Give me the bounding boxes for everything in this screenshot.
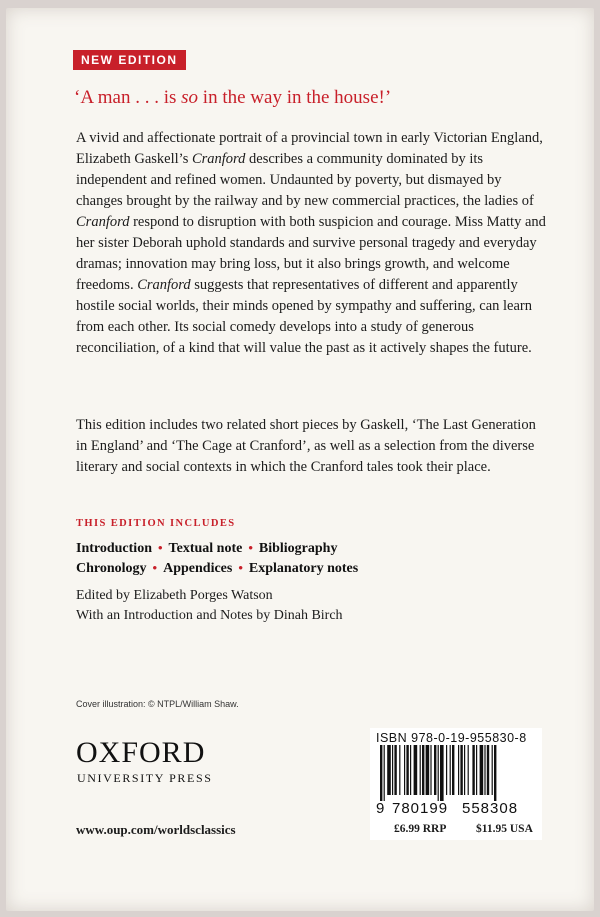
barcode-bar — [387, 745, 391, 795]
barcode-bar — [450, 745, 451, 795]
barcode-bar — [399, 745, 400, 795]
new-edition-badge: NEW EDITION — [73, 50, 186, 70]
barcode-bar — [394, 745, 396, 795]
barcode-bar — [476, 745, 477, 795]
barcode-bar — [484, 745, 485, 795]
tagline-part-1: ‘A man . . . is — [74, 87, 182, 108]
bullet-separator: • — [152, 560, 158, 575]
barcode-bar — [422, 745, 424, 795]
barcode-bar — [487, 745, 489, 795]
description-text: suggests that representatives of different and apparently hostile social worlds, their minds opened by sympathy and suffering, can learn from each other. Its social comedy develops into a study of generous reconciliation, of a kind that will value the past as it actively shapes the future. — [76, 277, 532, 356]
tagline-emphasis: so — [181, 87, 199, 108]
include-item: Textual note — [168, 541, 243, 556]
publisher-logo: OXFORD — [76, 736, 206, 769]
bullet-separator: • — [248, 540, 253, 555]
barcode-bar — [452, 745, 454, 795]
barcode-bar — [480, 745, 484, 795]
book-title-italic: Cranford — [191, 151, 246, 167]
website-url: www.oup.com/worldsclassics — [76, 822, 236, 837]
include-item: Bibliography — [258, 541, 338, 556]
isbn-text: ISBN 978-0-19-955830-8 — [376, 731, 527, 745]
include-item: Appendices — [163, 561, 233, 576]
bullet-separator: • — [238, 560, 243, 575]
book-title-italic: Cranford — [137, 277, 191, 293]
barcode-bar — [458, 745, 459, 795]
editor-credit: Edited by Elizabeth Porges Watson — [76, 588, 273, 603]
price-us: $11.95 USA — [476, 823, 533, 835]
barcode-bar — [406, 745, 408, 795]
barcode-bar — [464, 745, 465, 795]
tagline-part-2: in the way in the house!’ — [198, 87, 392, 108]
includes-row-1 — [76, 540, 337, 557]
edition-paragraph: This edition includes two related short pieces by Gaskell, ‘The Last Generation in England’ and ‘The Cage at Cranford’, as well as a selection from the diverse literary and social contexts in which the Cranford tales took their place. — [76, 417, 536, 475]
publisher-subname: UNIVERSITY PRESS — [77, 771, 213, 785]
include-item: Introduction — [76, 541, 152, 556]
barcode-bar — [494, 745, 496, 801]
barcode-bar — [472, 745, 474, 795]
price-gb: £6.99 RRP — [394, 823, 447, 835]
barcode-bar — [404, 745, 405, 795]
description-text: describes a community dominated by its independent and refined women. Undaunted by poverty, but dismayed by changes brought by the railway and by new commercial practices, the ladies of — [76, 151, 534, 209]
barcode-bar — [392, 745, 393, 795]
barcode-bar — [384, 745, 385, 801]
include-item: Chronology — [76, 561, 147, 576]
barcode-bar — [420, 745, 421, 795]
barcode-digit-lead: 9 — [376, 800, 385, 817]
barcode-digits-left: 780199 — [392, 800, 449, 817]
cover-illustration-credit: Cover illustration: © NTPL/William Shaw. — [76, 699, 239, 709]
tagline-quote — [74, 86, 554, 110]
barcode-digits-right: 558308 — [462, 800, 519, 817]
description-text: A vivid and affectionate portrait of a provincial town in early Victorian England, Elizabeth Gaskell’s — [76, 130, 543, 167]
barcode-bar — [460, 745, 462, 795]
includes-row-2 — [76, 560, 358, 577]
barcode-bar — [438, 745, 439, 801]
barcode-bar — [414, 745, 418, 795]
barcode-bar — [410, 745, 411, 795]
barcode-bar — [440, 745, 444, 801]
barcode-bar — [446, 745, 447, 795]
barcode-bar — [434, 745, 436, 795]
barcode-icon — [378, 745, 540, 801]
barcode-bar — [430, 745, 431, 795]
barcode-bar — [468, 745, 469, 795]
intro-credit: With an Introduction and Notes by Dinah Birch — [76, 608, 343, 623]
barcode-bar — [492, 745, 493, 795]
description-paragraph — [76, 128, 548, 359]
description-text: respond to disruption with both suspicion and courage. Miss Matty and her sister Deborah uphold standards and survive personal tragedy and everyday dramas; innovation may bring loss, but it also brings growth, and welcome freedoms. — [76, 214, 546, 293]
includes-heading: THIS EDITION INCLUDES — [76, 518, 236, 529]
include-item: Explanatory notes — [248, 561, 359, 576]
bullet-separator: • — [157, 540, 163, 555]
book-title-italic: Cranford — [76, 214, 130, 230]
barcode-bar — [380, 745, 382, 801]
barcode-bar — [426, 745, 430, 795]
